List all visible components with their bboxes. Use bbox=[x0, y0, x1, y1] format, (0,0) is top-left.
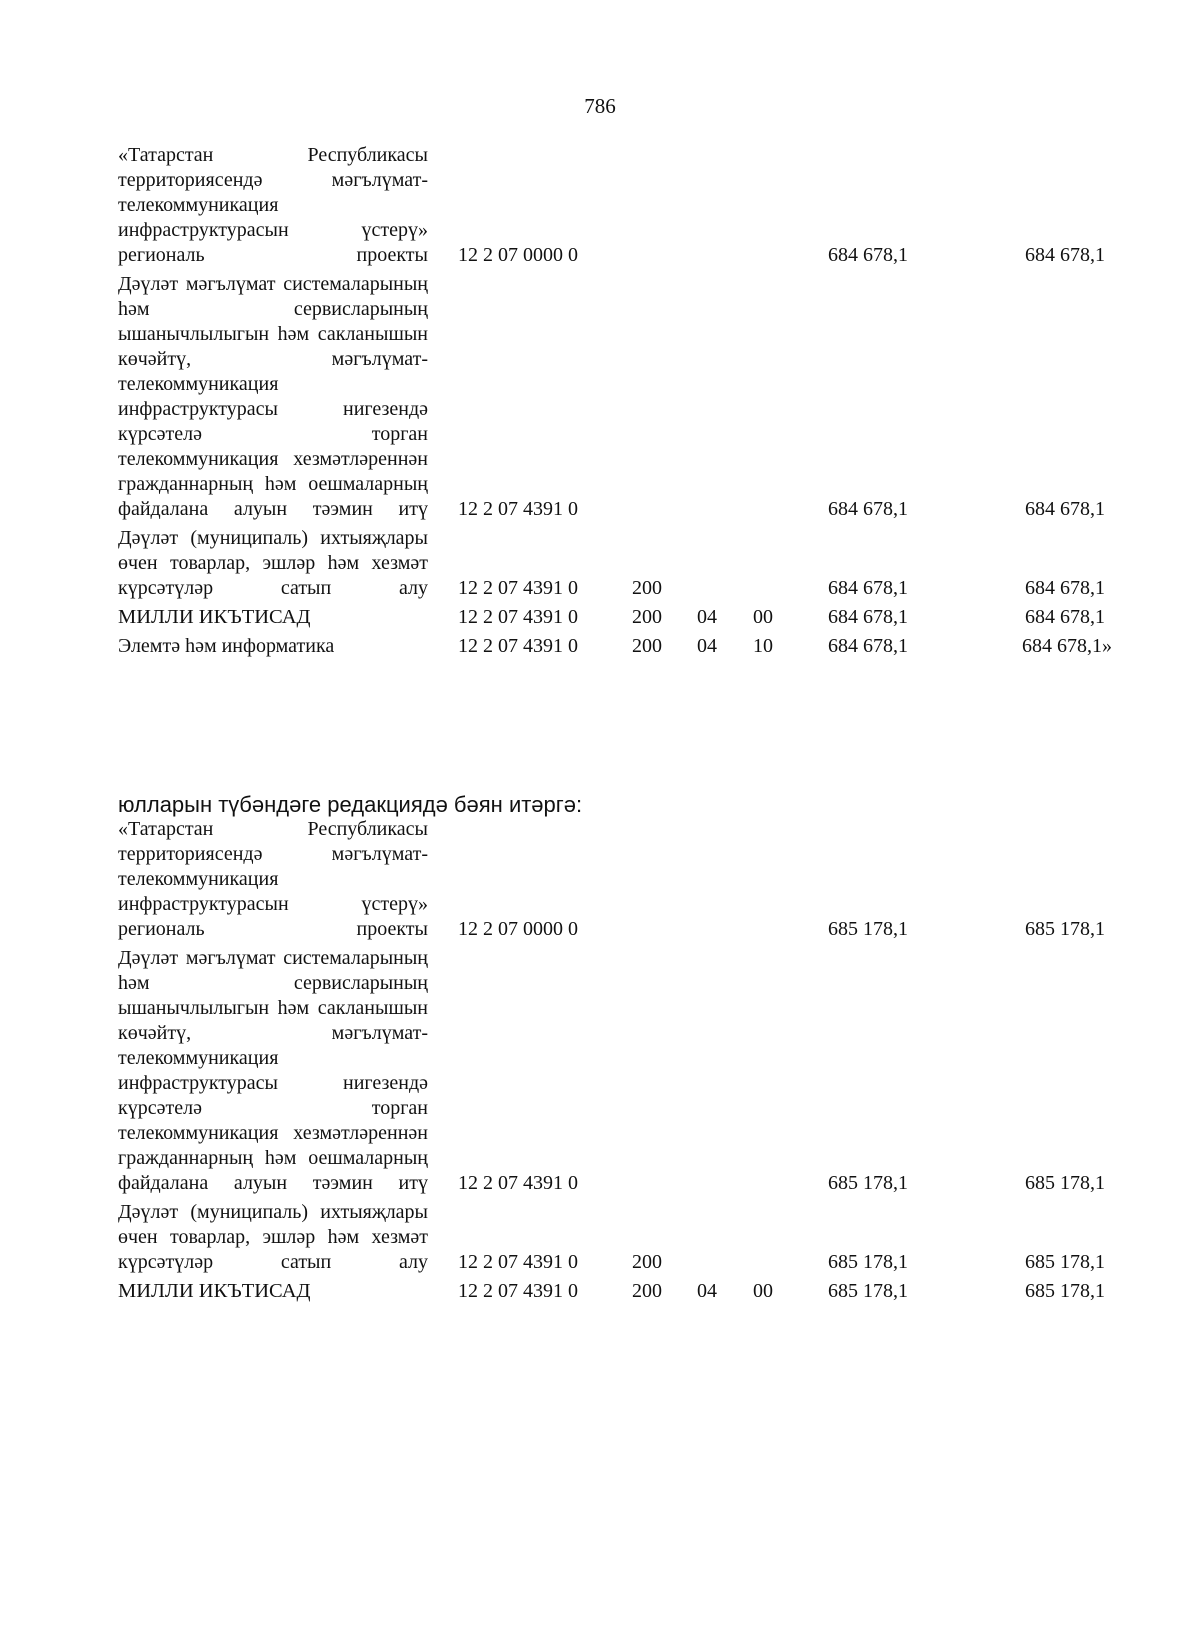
row-amount-2: 685 178,1 bbox=[1025, 1251, 1105, 1273]
old-rows-table bbox=[0, 143, 1200, 663]
row-amount-1: 685 178,1 bbox=[828, 1251, 908, 1273]
page-number: 786 bbox=[584, 94, 616, 118]
row-description: МИЛЛИ ИКЪТИСАД bbox=[118, 1280, 311, 1302]
row-code: 12 2 07 4391 0 bbox=[458, 1172, 578, 1194]
row-vr: 200 bbox=[632, 635, 662, 657]
row-pr: 00 bbox=[753, 1280, 773, 1302]
row-pr: 10 bbox=[753, 635, 773, 657]
row-amount-2: 684 678,1 bbox=[1025, 577, 1105, 599]
row-description: Дәүләт мәгълүмат системаларының һәм сервисларының ышанычлылыгын һәм сакланышын көчәйтү, мәгълүмат-телекоммуникация инфраструктурасы нигезендә күрсәтелә торган телекоммуникация хезмәтләреннән гражданнарның һәм оешмаларның файдалана алуын тәэмин итү bbox=[118, 273, 428, 520]
new-rows-table bbox=[0, 817, 1200, 1308]
row-vr: 200 bbox=[632, 606, 662, 628]
row-amount-1: 684 678,1 bbox=[828, 244, 908, 266]
row-amount-2: 684 678,1 bbox=[1025, 498, 1105, 520]
row-description: МИЛЛИ ИКЪТИСАД bbox=[118, 606, 311, 628]
row-description: «Татарстан Республикасы территориясендә мәгълүмат-телекоммуникация инфраструктурасын үстерү» региональ проекты bbox=[118, 818, 428, 940]
row-amount-2: 685 178,1 bbox=[1025, 918, 1105, 940]
row-code: 12 2 07 4391 0 bbox=[458, 635, 578, 657]
row-amount-1: 684 678,1 bbox=[828, 635, 908, 657]
table-row bbox=[0, 272, 1200, 522]
table-row bbox=[0, 1279, 1200, 1304]
row-amount-1: 684 678,1 bbox=[828, 577, 908, 599]
row-rz: 04 bbox=[697, 606, 717, 628]
row-code: 12 2 07 4391 0 bbox=[458, 577, 578, 599]
row-amount-1: 684 678,1 bbox=[828, 606, 908, 628]
table-row bbox=[0, 634, 1200, 659]
row-description: Дәүләт мәгълүмат системаларының һәм сервисларының ышанычлылыгын һәм сакланышын көчәйтү, мәгълүмат-телекоммуникация инфраструктурасы нигезендә күрсәтелә торган телекоммуникация хезмәтләреннән гражданнарның һәм оешмаларның файдалана алуын тәэмин итү bbox=[118, 947, 428, 1194]
row-rz: 04 bbox=[697, 1280, 717, 1302]
row-vr: 200 bbox=[632, 577, 662, 599]
row-description: Дәүләт (муниципаль) ихтыяҗлары өчен товарлар, эшләр һәм хезмәт күрсәтүләр сатып алу bbox=[118, 1201, 428, 1273]
row-code: 12 2 07 0000 0 bbox=[458, 244, 578, 266]
table-row bbox=[0, 1200, 1200, 1275]
table-row bbox=[0, 817, 1200, 942]
row-description: Элемтә һәм информатика bbox=[118, 635, 335, 657]
row-amount-1: 685 178,1 bbox=[828, 918, 908, 940]
row-amount-1: 684 678,1 bbox=[828, 498, 908, 520]
table-row bbox=[0, 946, 1200, 1196]
row-amount-1: 685 178,1 bbox=[828, 1280, 908, 1302]
row-pr: 00 bbox=[753, 606, 773, 628]
row-description: «Татарстан Республикасы территориясендә мәгълүмат-телекоммуникация инфраструктурасын үстерү» региональ проекты bbox=[118, 144, 428, 266]
row-description: Дәүләт (муниципаль) ихтыяҗлары өчен товарлар, эшләр һәм хезмәт күрсәтүләр сатып алу bbox=[118, 527, 428, 599]
table-row bbox=[0, 605, 1200, 630]
row-code: 12 2 07 0000 0 bbox=[458, 918, 578, 940]
row-amount-2: 685 178,1 bbox=[1025, 1172, 1105, 1194]
table-row bbox=[0, 526, 1200, 601]
table-row bbox=[0, 143, 1200, 268]
row-code: 12 2 07 4391 0 bbox=[458, 1280, 578, 1302]
row-amount-2: 684 678,1» bbox=[1022, 635, 1112, 657]
row-amount-2: 684 678,1 bbox=[1025, 244, 1105, 266]
row-code: 12 2 07 4391 0 bbox=[458, 498, 578, 520]
row-amount-2: 685 178,1 bbox=[1025, 1280, 1105, 1302]
row-rz: 04 bbox=[697, 635, 717, 657]
row-code: 12 2 07 4391 0 bbox=[458, 606, 578, 628]
row-amount-1: 685 178,1 bbox=[828, 1172, 908, 1194]
row-vr: 200 bbox=[632, 1251, 662, 1273]
row-code: 12 2 07 4391 0 bbox=[458, 1251, 578, 1273]
instruction-text: юлларын түбәндәге редакциядә бәян итәргә: bbox=[118, 792, 583, 817]
row-amount-2: 684 678,1 bbox=[1025, 606, 1105, 628]
row-vr: 200 bbox=[632, 1280, 662, 1302]
